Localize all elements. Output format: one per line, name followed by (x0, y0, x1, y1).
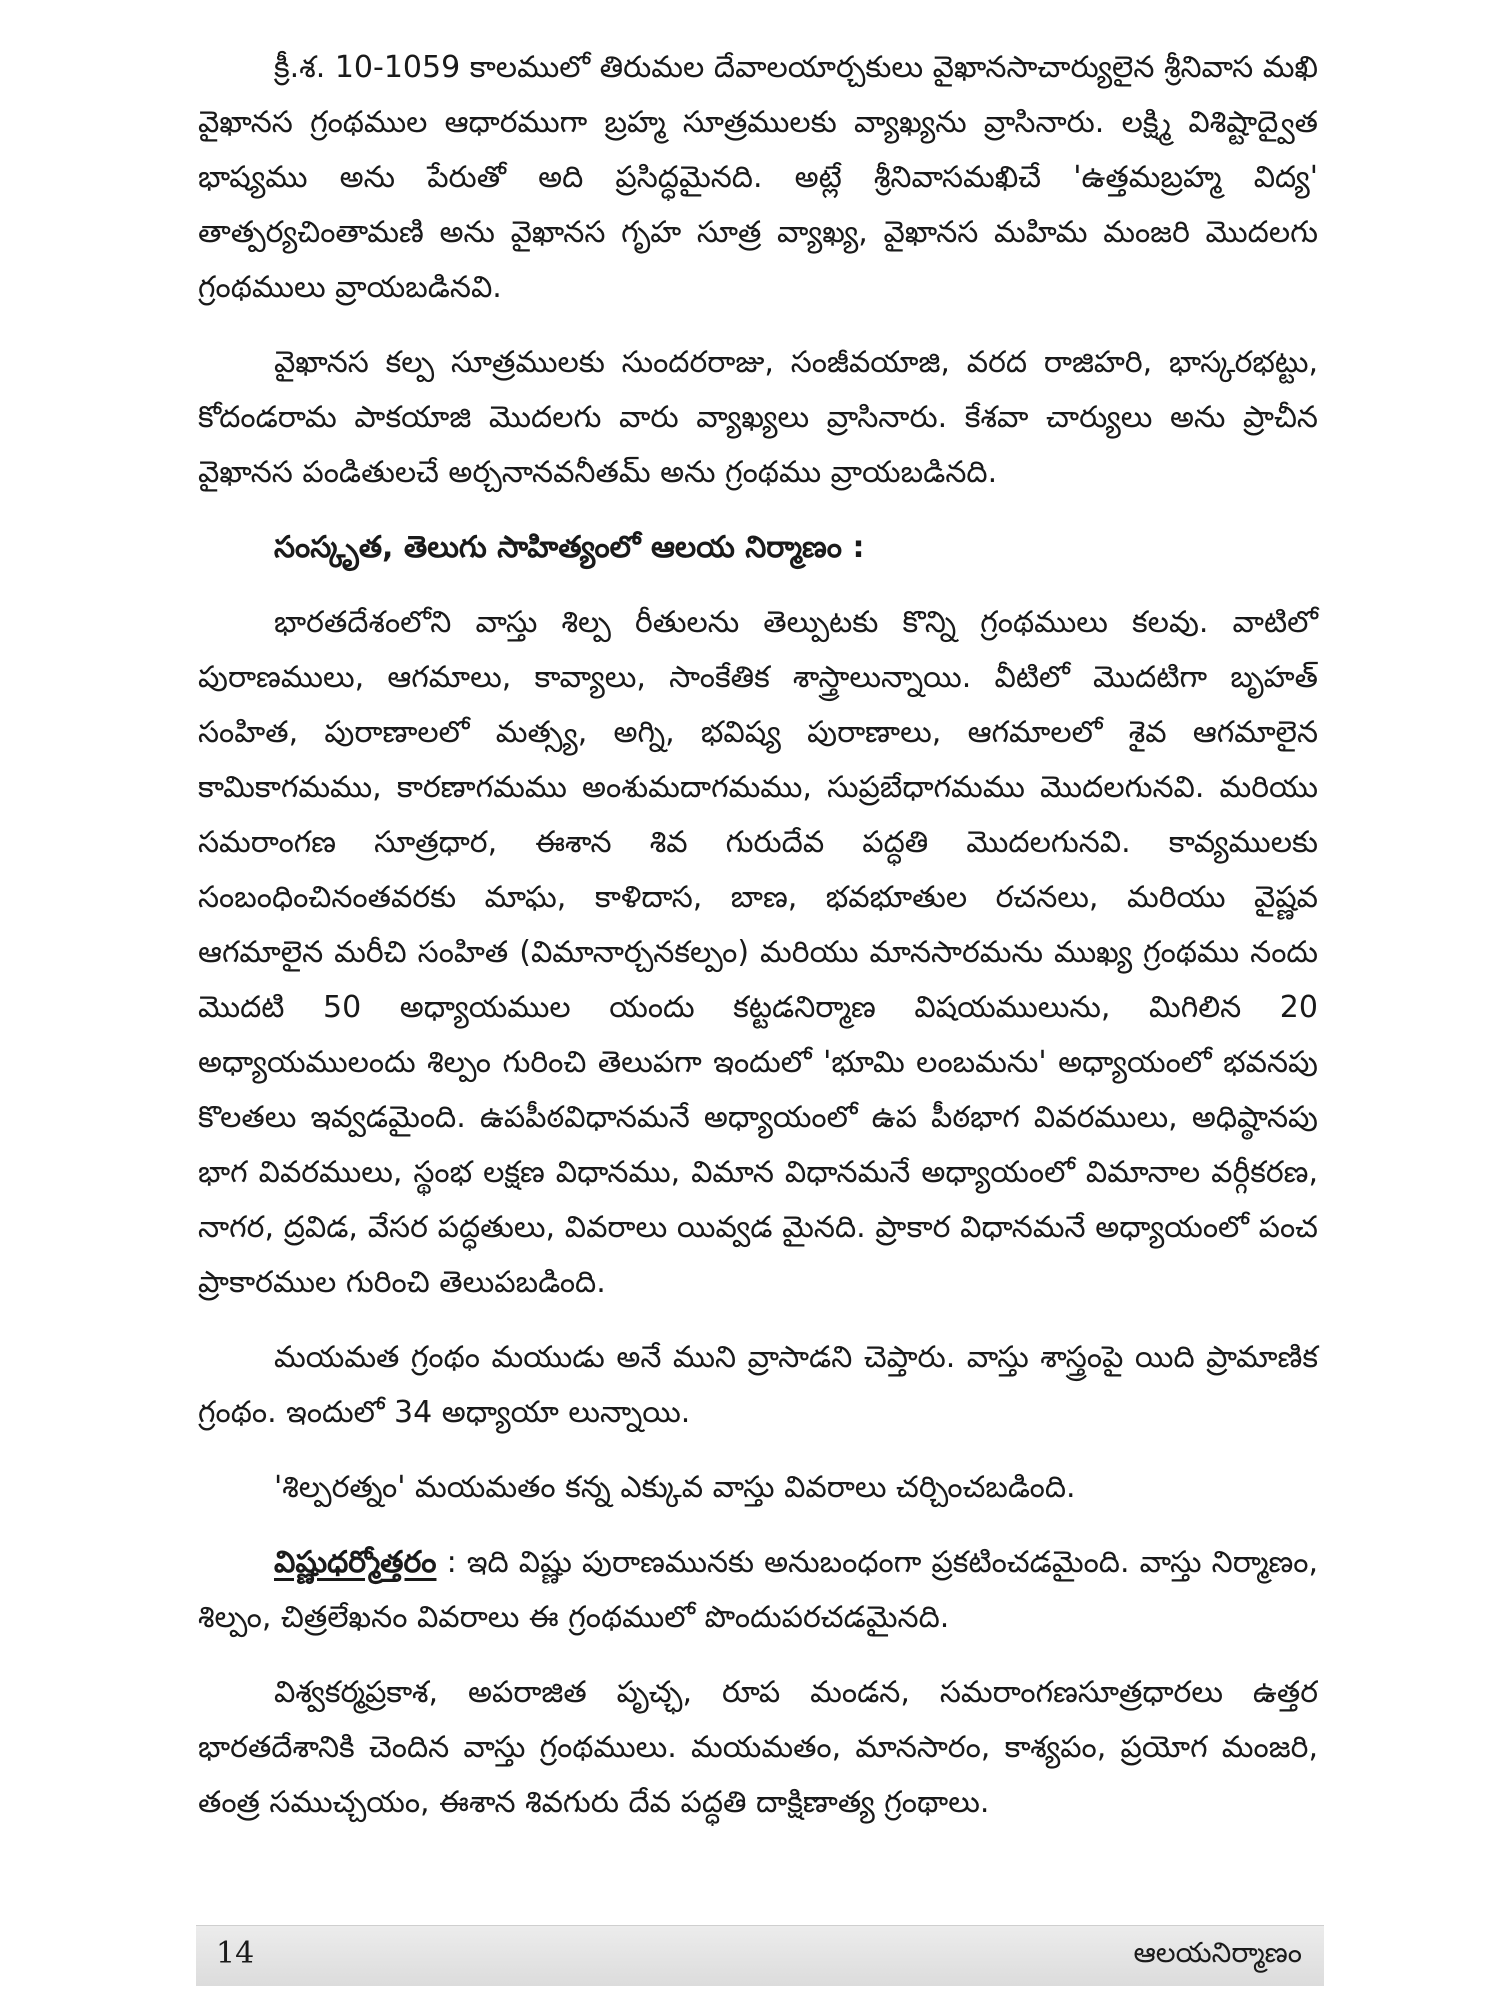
paragraph-vishnudharmottaram (198, 1535, 1318, 1645)
page-body (198, 40, 1318, 1870)
page-footer (196, 1925, 1324, 1986)
paragraph-regional-texts: విశ్వకర్మప్రకాశ, అపరాజిత పృచ్ఛ, రూప మండన, సమరాంగణసూత్రధారలు ఉత్తర భారతదేశానికి చెందిన వాస్తు గ్రంథములు. మయమతం, మానసారం, కాశ్యపం, ప్రయోగ మంజరి, తంత్ర సముచ్చయం, ఈశాన శివగురు దేవ పద్ధతి దాక్షిణాత్య గ్రంథాలు. (198, 1675, 1318, 1820)
paragraph-kalpa-sutra-commentators: వైఖానస కల్ప సూత్రములకు సుందరరాజు, సంజీవయాజి, వరద రాజిహరి, భాస్కరభట్టు, కోదండరామ పాకయాజి మొదలగు వారు వ్యాఖ్యలు వ్రాసినారు. కేశవా చార్యులు అను ప్రాచీన వైఖానస పండితులచే అర్చనానవనీతమ్ అను గ్రంథము వ్రాయబడినది. (198, 345, 1318, 490)
running-title: ఆలయనిర్మాణం (1133, 1936, 1302, 1969)
paragraph-mayamata: మయమత గ్రంథం మయుడు అనే ముని వ్రాసాడని చెప్తారు. వాస్తు శాస్త్రంపై యిది ప్రామాణిక గ్రంథం. ఇందులో 34 అధ్యాయా లున్నాయి. (198, 1340, 1318, 1430)
section-heading: సంస్కృత, తెలుగు సాహిత్యంలో ఆలయ నిర్మాణం : (274, 530, 865, 565)
page-number: 14 (216, 1936, 255, 1971)
paragraph-shilparatnam: 'శిల్పరత్నం' మయమతం కన్న ఎక్కువ వాస్తు వివరాలు చర్చించబడింది. (274, 1470, 1076, 1505)
paragraph-vaikhanasa-commentaries: క్రీ.శ. 10-1059 కాలములో తిరుమల దేవాలయార్చకులు వైఖానసాచార్యులైన శ్రీనివాస మఖి వైఖానస గ్రంథముల ఆధారముగా బ్రహ్మ సూత్రములకు వ్యాఖ్యను వ్రాసినారు. లక్ష్మి విశిష్టాద్వైత భాష్యము అను పేరుతో అది ప్రసిద్ధమైనది. అట్లే శ్రీనివాసమఖిచే 'ఉత్తమబ్రహ్మ విద్య' తాత్పర్యచింతామణి అను వైఖానస గృహ సూత్ర వ్యాఖ్య, వైఖానస మహిమ మంజరి మొదలగు గ్రంథములు వ్రాయబడినవి. (198, 50, 1318, 305)
paragraph-vastu-texts: భారతదేశంలోని వాస్తు శిల్ప రీతులను తెల్పుటకు కొన్ని గ్రంథములు కలవు. వాటిలో పురాణములు, ఆగమాలు, కావ్యాలు, సాంకేతిక శాస్త్రాలున్నాయి. వీటిలో మొదటిగా బృహత్ సంహిత, పురాణాలలో మత్స్య, అగ్ని, భవిష్య పురాణాలు, ఆగమాలలో శైవ ఆగమాలైన కామికాగమము, కారణాగమము అంశుమదాగమము, సుప్రబేధాగమము మొదలగునవి. మరియు సమరాంగణ సూత్రధార, ఈశాన శివ గురుదేవ పద్ధతి మొదలగునవి. కావ్యములకు సంబంధించినంతవరకు మాఘ, కాళిదాస, బాణ, భవభూతుల రచనలు, మరియు వైష్ణవ ఆగమాలైన మరీచి సంహిత (విమానార్చనకల్పం) మరియు మానసారమను ముఖ్య గ్రంథము నందు మొదటి 50 అధ్యాయముల యందు కట్టడనిర్మాణ విషయములును, మిగిలిన 20 అధ్యాయములందు శిల్పం గురించి తెలుపగా ఇందులో 'భూమి లంబమను' అధ్యాయంలో భవనపు కొలతలు ఇవ్వడమైంది. ఉపపీఠవిధానమనే అధ్యాయంలో ఉప పీఠభాగ వివరములు, అధిష్ఠానపు భాగ వివరములు, స్థంభ లక్షణ విధానము, విమాన విధానమనే అధ్యాయంలో విమానాల వర్గీకరణ, నాగర, ద్రవిడ, వేసర పద్ధతులు, వివరాలు యివ్వడ మైనది. ప్రాకార విధానమనే అధ్యాయంలో పంచ ప్రాకారముల గురించి తెలుపబడింది. (198, 605, 1318, 1300)
vishnudharmottaram-text: : ఇది విష్ణు పురాణమునకు అనుబంధంగా ప్రకటించడమైంది. వాస్తు నిర్మాణం, శిల్పం, చిత్రలేఖనం వివరాలు ఈ గ్రంథములో పొందుపరచడమైనది. (198, 1545, 1318, 1635)
term-vishnudharmottaram: విష్ణుధర్మోత్తరం (274, 1545, 437, 1580)
